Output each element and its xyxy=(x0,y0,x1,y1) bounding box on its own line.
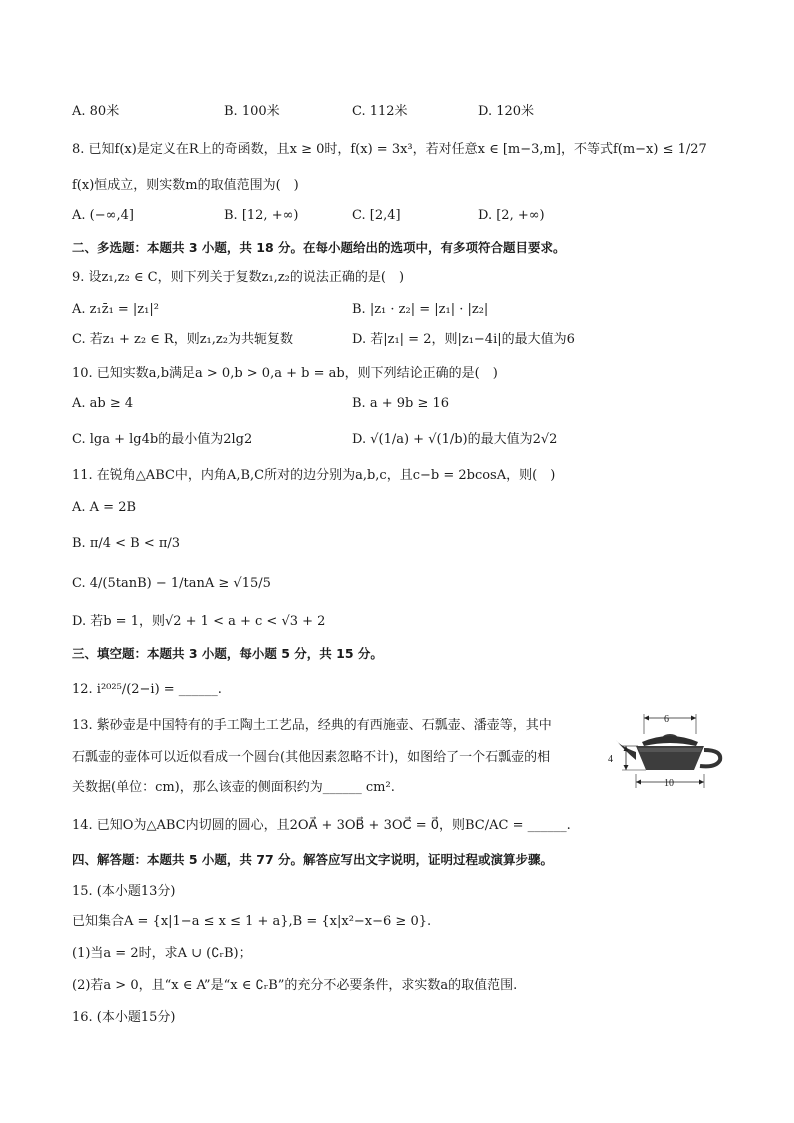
q7-option-a: A. 80米 xyxy=(72,104,120,119)
teapot-bottom-label: 10 xyxy=(664,778,674,789)
q9-option-d: D. 若|z₁| = 2，则|z₁−4i|的最大值为6 xyxy=(352,332,575,347)
q15-part1: (1)当a = 2时，求A ∪ (∁ᵣB)； xyxy=(72,946,252,961)
q11-option-a: A. A = 2B xyxy=(72,500,137,515)
q8-option-d: D. [2, +∞) xyxy=(478,208,545,223)
q9-stem: 9. 设z₁,z₂ ∈ C，则下列关于复数z₁,z₂的说法正确的是( ) xyxy=(72,270,405,285)
q15-stem: 已知集合A = {x|1−a ≤ x ≤ 1 + a},B = {x|x²−x−6 ≥ 0}. xyxy=(72,914,432,929)
q7-option-b: B. 100米 xyxy=(224,104,280,119)
q10-option-c: C. lga + lg4b的最小值为2lg2 xyxy=(72,432,253,447)
q10-option-a: A. ab ≥ 4 xyxy=(72,396,134,411)
q8-stem-line2: f(x)恒成立，则实数m的取值范围为( ) xyxy=(72,178,299,193)
q13-line3: 关数据(单位：cm)，那么该壶的侧面积约为______ cm². xyxy=(72,780,395,795)
section-heading-fill-blank: 三、填空题：本题共 3 小题，每小题 5 分，共 15 分。 xyxy=(72,646,383,661)
q16-header: 16. (本小题15分) xyxy=(72,1010,176,1025)
q9-option-b: B. |z₁ · z₂| = |z₁| · |z₂| xyxy=(352,302,489,317)
teapot-height-label: 4 xyxy=(608,754,613,765)
teapot-figure xyxy=(602,712,726,792)
q13-line1: 13. 紫砂壶是中国特有的手工陶土工艺品，经典的有西施壶、石瓢壶、潘壶等，其中 xyxy=(72,718,552,733)
q8-option-c: C. [2,4] xyxy=(352,208,401,223)
q15-part2: (2)若a > 0，且“x ∈ A”是“x ∈ ∁ᵣB”的充分不必要条件，求实数a的取值范围. xyxy=(72,978,518,993)
q8-option-b: B. [12, +∞) xyxy=(224,208,299,223)
q7-option-d: D. 120米 xyxy=(478,104,535,119)
q13-line2: 石瓢壶的壶体可以近似看成一个圆台(其他因素忽略不计)，如图给了一个石瓢壶的相 xyxy=(72,750,551,765)
q11-option-b: B. π/4 < B < π/3 xyxy=(72,536,181,551)
q12-stem: 12. i²⁰²⁵/(2−i) = ______. xyxy=(72,682,222,697)
q10-option-b: B. a + 9b ≥ 16 xyxy=(352,396,450,411)
q10-option-d: D. √(1/a) + √(1/b)的最大值为2√2 xyxy=(352,432,558,447)
q8-option-a: A. (−∞,4] xyxy=(72,208,134,223)
q14-stem: 14. 已知O为△ABC内切圆的圆心，且2OA⃗ + 3OB⃗ + 3OC⃗ = 0⃗，则BC/AC = ______. xyxy=(72,818,571,833)
section-heading-solutions: 四、解答题：本题共 5 小题，共 77 分。解答应写出文字说明，证明过程或演算步骤。 xyxy=(72,852,554,867)
q11-option-c: C. 4/(5tanB) − 1/tanA ≥ √15/5 xyxy=(72,576,271,591)
teapot-top-label: 6 xyxy=(664,714,669,725)
section-heading-multiple-choice: 二、多选题：本题共 3 小题，共 18 分。在每小题给出的选项中，有多项符合题目要求。 xyxy=(72,240,566,255)
q8-stem-line1: 8. 已知f(x)是定义在R上的奇函数，且x ≥ 0时，f(x) = 3x³，若对任意x ∈ [m−3,m]，不等式f(m−x) ≤ 1/27 xyxy=(72,142,707,157)
q11-stem: 11. 在锐角△ABC中，内角A,B,C所对的边分别为a,b,c，且c−b = 2bcosA，则( ) xyxy=(72,468,556,483)
q10-stem: 10. 已知实数a,b满足a > 0,b > 0,a + b = ab，则下列结论正确的是( ) xyxy=(72,366,498,381)
q11-option-d: D. 若b = 1，则√2 + 1 < a + c < √3 + 2 xyxy=(72,614,326,629)
q15-header: 15. (本小题13分) xyxy=(72,884,176,899)
q9-option-a: A. z₁z̄₁ = |z₁|² xyxy=(72,302,159,317)
q9-option-c: C. 若z₁ + z₂ ∈ R，则z₁,z₂为共轭复数 xyxy=(72,332,293,347)
q7-option-c: C. 112米 xyxy=(352,104,408,119)
